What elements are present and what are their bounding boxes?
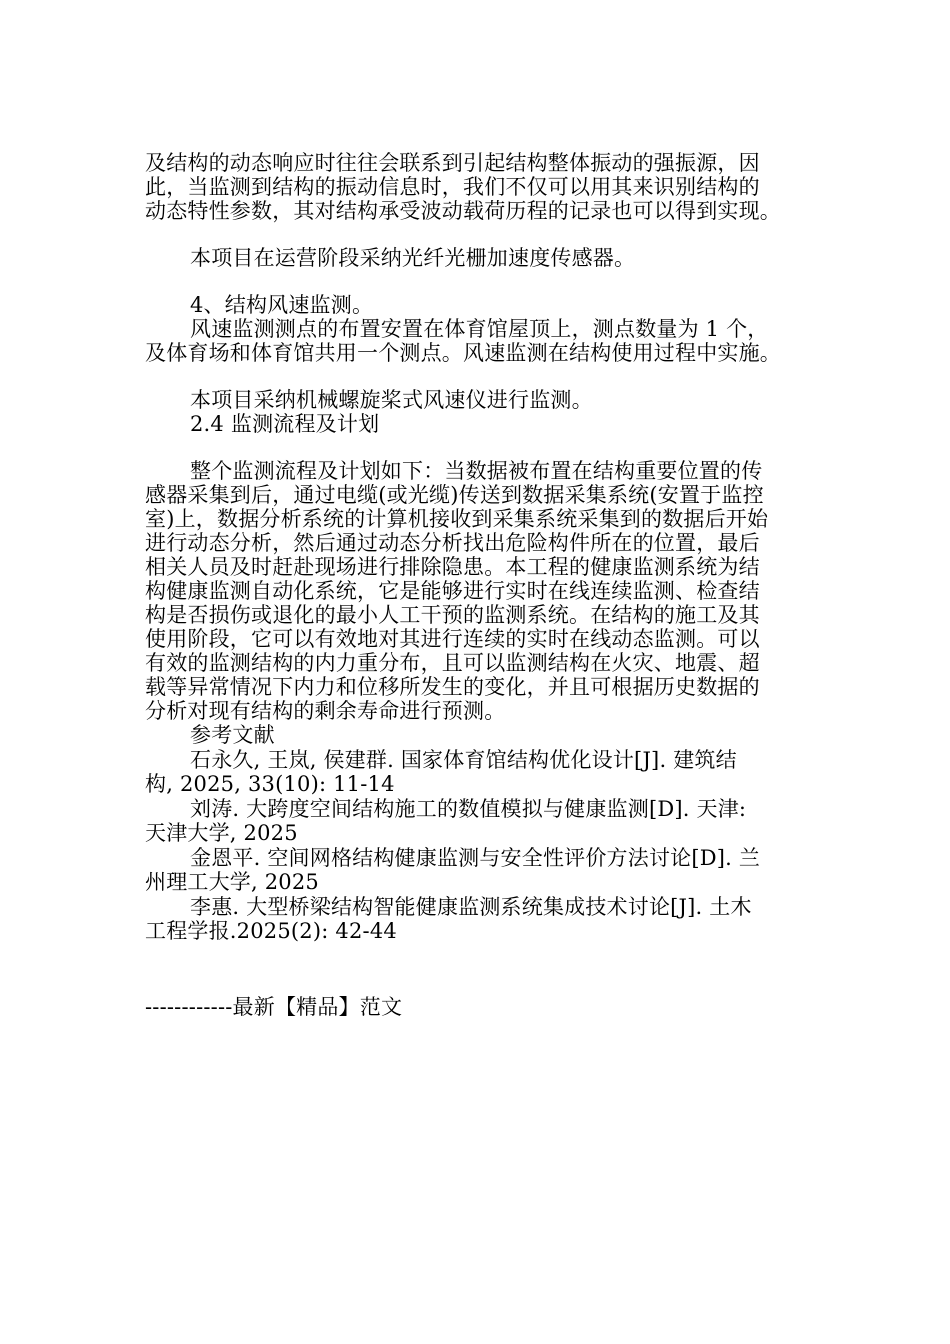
paragraph-line: 室)上，数据分析系统的计算机接收到采集系统采集到的数据后开始: [145, 507, 769, 531]
paragraph-line: 及体育场和体育馆共用一个测点。风速监测在结构使用过程中实施。: [145, 341, 781, 365]
paragraph-line: 动态特性参数，其对结构承受波动载荷历程的记录也可以得到实现。: [145, 199, 781, 223]
reference-line: 金恩平. 空间网格结构健康监测与安全性评价方法讨论[D]. 兰: [190, 846, 761, 870]
reference-line: 工程学报.2025(2): 42-44: [145, 919, 397, 943]
paragraph-line: 载等异常情况下内力和位移所发生的变化，并且可根据历史数据的: [145, 675, 760, 699]
references-heading: 参考文献: [190, 723, 275, 747]
paragraph-line: 感器采集到后，通过电缆(或光缆)传送到数据采集系统(安置于监控: [145, 483, 764, 507]
paragraph-line: 进行动态分析，然后通过动态分析找出危险构件所在的位置，最后: [145, 531, 760, 555]
section-heading: 4、结构风速监测。: [190, 293, 374, 317]
paragraph-line: 本项目采纳机械螺旋桨式风速仪进行监测。: [190, 388, 593, 412]
reference-line: 石永久, 王岚, 侯建群. 国家体育馆结构优化设计[J]. 建筑结: [190, 748, 737, 772]
section-heading: 2.4 监测流程及计划: [190, 412, 380, 436]
paragraph-line: 相关人员及时赶赴现场进行排除隐患。本工程的健康监测系统为结: [145, 555, 760, 579]
paragraph-line: 整个监测流程及计划如下：当数据被布置在结构重要位置的传: [190, 459, 763, 483]
paragraph-line: 有效的监测结构的内力重分布，且可以监测结构在火灾、地震、超: [145, 651, 760, 675]
reference-line: 刘涛. 大跨度空间结构施工的数值模拟与健康监测[D]. 天津:: [190, 797, 747, 821]
paragraph-line: 及结构的动态响应时往往会联系到引起结构整体振动的强振源，因: [145, 151, 760, 175]
reference-line: 李惠. 大型桥梁结构智能健康监测系统集成技术讨论[J]. 土木: [190, 895, 752, 919]
paragraph-line: 使用阶段，它可以有效地对其进行连续的实时在线动态监测。可以: [145, 627, 760, 651]
paragraph-line: 本项目在运营阶段采纳光纤光栅加速度传感器。: [190, 246, 636, 270]
page-footer: ------------最新【精品】范文: [145, 995, 403, 1019]
reference-line: 构, 2025, 33(10): 11-14: [145, 772, 395, 796]
paragraph-line: 此，当监测到结构的振动信息时，我们不仅可以用其来识别结构的: [145, 175, 760, 199]
paragraph-line: 分析对现有结构的剩余寿命进行预测。: [145, 699, 506, 723]
reference-line: 天津大学, 2025: [145, 821, 298, 845]
paragraph-line: 构是否损伤或退化的最小人工干预的监测系统。在结构的施工及其: [145, 603, 760, 627]
reference-line: 州理工大学, 2025: [145, 870, 319, 894]
paragraph-line: 风速监测测点的布置安置在体育馆屋顶上，测点数量为 1 个，: [190, 317, 769, 341]
paragraph-line: 构健康监测自动化系统，它是能够进行实时在线连续监测、检查结: [145, 579, 760, 603]
